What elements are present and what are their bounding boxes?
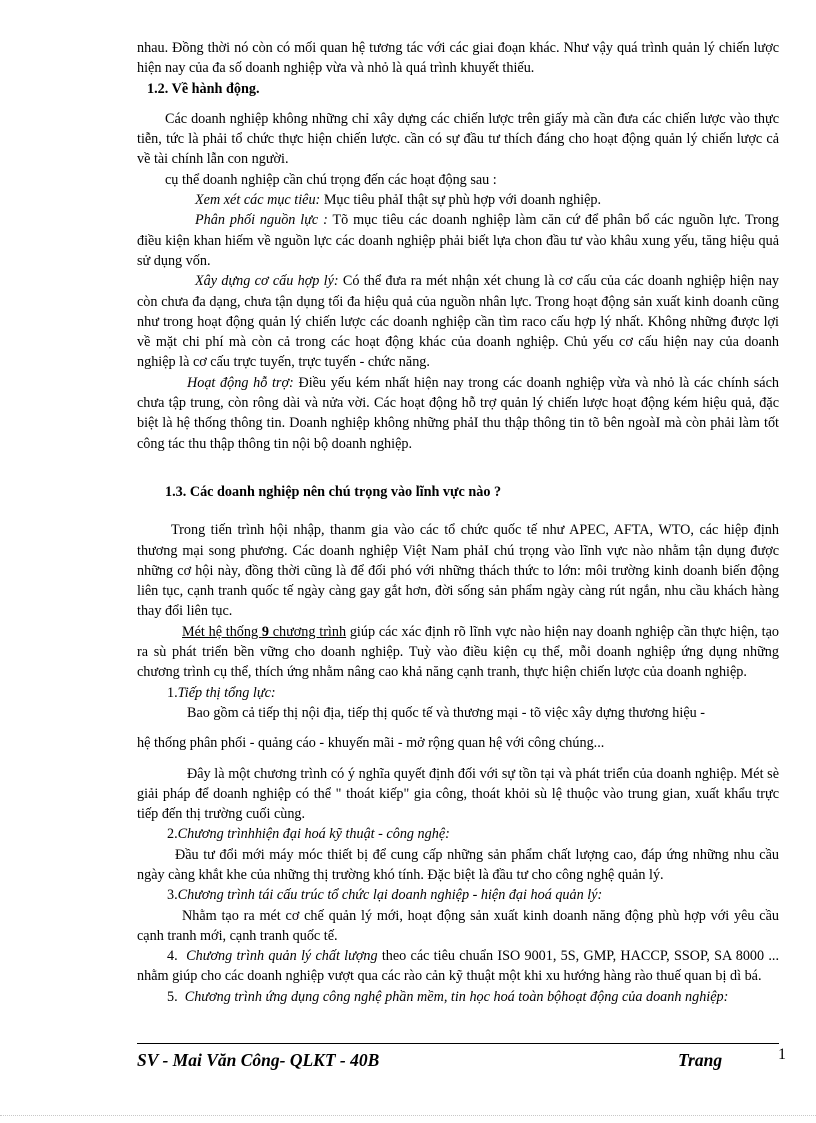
footer-author: SV - Mai Văn Công- QLKT - 40B: [137, 1050, 380, 1070]
footer-page-label: Trang: [678, 1050, 723, 1070]
paragraph-integration: Trong tiến trình hội nhập, thanm gia vào các tổ chức quốc tế như APEC, AFTA, WTO, các hiệp định thương mại song phương. Các doanh nghiệp Việt Nam phảI chú trọng vào lĩnh vực nào nhằm tận dụng được những cơ hội này, đồng thời cũng là để đối phó với những thách thức to lớn: môi trường kinh doanh biến động liên tục, cạnh tranh quốc tế ngày càng gay gắt hơn, đời sống sản phẩm ngày càng rút ngắn, nhu cầu khách hàng thay đổi liên tục.: [137, 522, 779, 620]
item-2-heading: 2.Chương trìnhhiện đại hoá kỹ thuật - công nghệ:: [167, 826, 450, 843]
paragraph-structure: Xây dựng cơ cấu hợp lý: Có thể đưa ra mét nhận xét chung là cơ cấu của các doanh nghiệp hiện nay còn chưa đa dạng, chưa tận dụng tối đa hiệu quả của nguồn nhân lực. Trong hoạt động sản xuất kinh doanh cũng như trong hoạt động quản lý chiến lược các doanh nghiệp cần tìm raco cấu hợp lý nhất. Không những được lợi về mặt chi phí mà còn cả trong các hoạt động khác của doanh nghiệp. Chủ yếu cơ cấu hiện nay của doanh nghiệp là cơ cấu trực tuyến, trực tuyến - chức năng.: [137, 273, 780, 371]
heading-1-3: 1.3. Các doanh nghiệp nên chú trọng vào lĩnh vực nào ?: [165, 483, 502, 500]
paragraph-activities-intro: cụ thể doanh nghiệp cần chú trọng đến các hoạt động sau :: [165, 171, 497, 188]
item-1-text-c: Đây là một chương trình có ý nghĩa quyết định đối với sự tồn tại và phát triển của doanh nghiệp. Mét sè giải pháp để doanh nghiệp có thể " thoát kiếp" gia công, thoát khỏi sù lệ thuộc vào trung gian, xuất khẩu trực tiếp đến thị trường cuối cùng.: [137, 765, 779, 823]
term-resources: Phân phối nguồn lực :: [195, 212, 328, 229]
term-support: Hoạt động hỗ trợ:: [187, 374, 294, 391]
page-bottom-edge: [0, 1115, 816, 1116]
item-3-heading: 3.Chương trình tái cấu trúc tổ chức lại doanh nghiệp - hiện đại hoá quản lý:: [167, 887, 603, 904]
footer-divider: [137, 1043, 779, 1044]
item-1-text-a: Bao gồm cả tiếp thị nội địa, tiếp thị quốc tế và thương mại - tõ việc xây dựng thương hiệu -: [187, 704, 705, 721]
paragraph-nine-programs: Mét hệ thống 9 chương trình giúp các xác định rõ lĩnh vực nào hiện nay doanh nghiệp cần thực hiện, tạo ra sù phát triển bền vững cho doanh nghiệp. Tuỳ vào điều kiện cụ thể, mỗi doanh nghiệp ứng dụng những chương trình cụ thể, thích ứng nhằm nâng cao khả năng cạnh tranh, thực hiện chiến lược của doanh nghiệp.: [137, 623, 779, 681]
document-body: [137, 38, 779, 1007]
item-3-text: Nhằm tạo ra mét cơ chế quản lý mới, hoạt động sản xuất kinh doanh năng động phù hợp với yêu cầu cạnh tranh mới, cạnh tranh quốc tế.: [137, 907, 779, 944]
program-count: 9: [261, 623, 269, 640]
paragraph-action: Các doanh nghiệp không những chỉ xây dựng các chiến lược trên giấy mà cần đưa các chiến lược vào thực tiễn, tức là phải tổ chức thực hiện chiến lược. cần có sự đầu tư thích đáng cho hoạt động quản lý chiến lược cả về tài chính lẫn con người.: [137, 110, 779, 168]
paragraph-resources: Phân phối nguồn lực : Tõ mục tiêu các doanh nghiệp làm căn cứ để phân bổ các nguồn lực. Trong điều kiện khan hiếm về nguồn lực các doanh nghiệp phải biết lựa chon đầu tư vào khâu xung yếu, tăng hiệu quả sử dụng vốn.: [137, 212, 779, 269]
item-1-text-b: hệ thống phân phối - quảng cáo - khuyến mãi - mở rộng quan hệ với công chúng...: [137, 735, 605, 752]
item-5-paragraph: 5. Chương trình ứng dụng công nghệ phần mềm, tin học hoá toàn bộhoạt động của doanh nghiệp:: [167, 988, 729, 1005]
page-footer: [137, 1048, 792, 1074]
term-objectives: Xem xét các mục tiêu:: [195, 192, 321, 209]
term-structure: Xây dựng cơ cấu hợp lý:: [195, 273, 339, 290]
paragraph-support: Hoạt động hỗ trợ: Điều yếu kém nhất hiện nay trong các doanh nghiệp vừa và nhỏ là các chính sách chưa tập trung, còn rông dài và nửa vời. Các hoạt động hỗ trợ quản lý chiến lược hoạt động kém hiệu quả, đặc biệt là hệ thống thông tin. Doanh nghiệp không những phảI thu thập thông tin tõ bên ngoàI mà còn phải làm tốt công tác thu thập thông tin nội bộ doanh nghiệp.: [137, 374, 779, 452]
paragraph-continuation: nhau. Đồng thời nó còn có mối quan hệ tương tác với các giai đoạn khác. Như vậy quá trình quản lý chiến lược hiện nay của đa số doanh nghiệp vừa và nhỏ là quá trình khuyết thiếu.: [137, 40, 779, 77]
item-1-heading: 1.Tiếp thị tổng lực:: [167, 684, 276, 701]
item-4-paragraph: 4. Chương trình quản lý chất lượng theo các tiêu chuẩn ISO 9001, 5S, GMP, HACCP, SSOP, SA 8000 ... nhằm giúp cho các doanh nghiệp vượt qua các rào cản kỹ thuật một khi xu hướng hàng rào thuế quan bị dì bá.: [137, 948, 779, 985]
footer-page-number: 1: [778, 1046, 786, 1063]
heading-1-2: 1.2. Về hành động.: [147, 80, 260, 97]
paragraph-objectives: Xem xét các mục tiêu: Mục tiêu phảI thật sự phù hợp với doanh nghiệp.: [195, 192, 602, 209]
nine-programs-underlined: Mét hệ thống 9 chương trình: [182, 623, 347, 640]
item-2-text: Đầu tư đổi mới máy móc thiết bị để cung cấp những sản phẩm chất lượng cao, đáp ứng những nhu cầu ngày càng khắt khe của những thị trường khó tính. Đặc biệt là đầu tư cho công nghệ quản lý.: [137, 846, 779, 883]
